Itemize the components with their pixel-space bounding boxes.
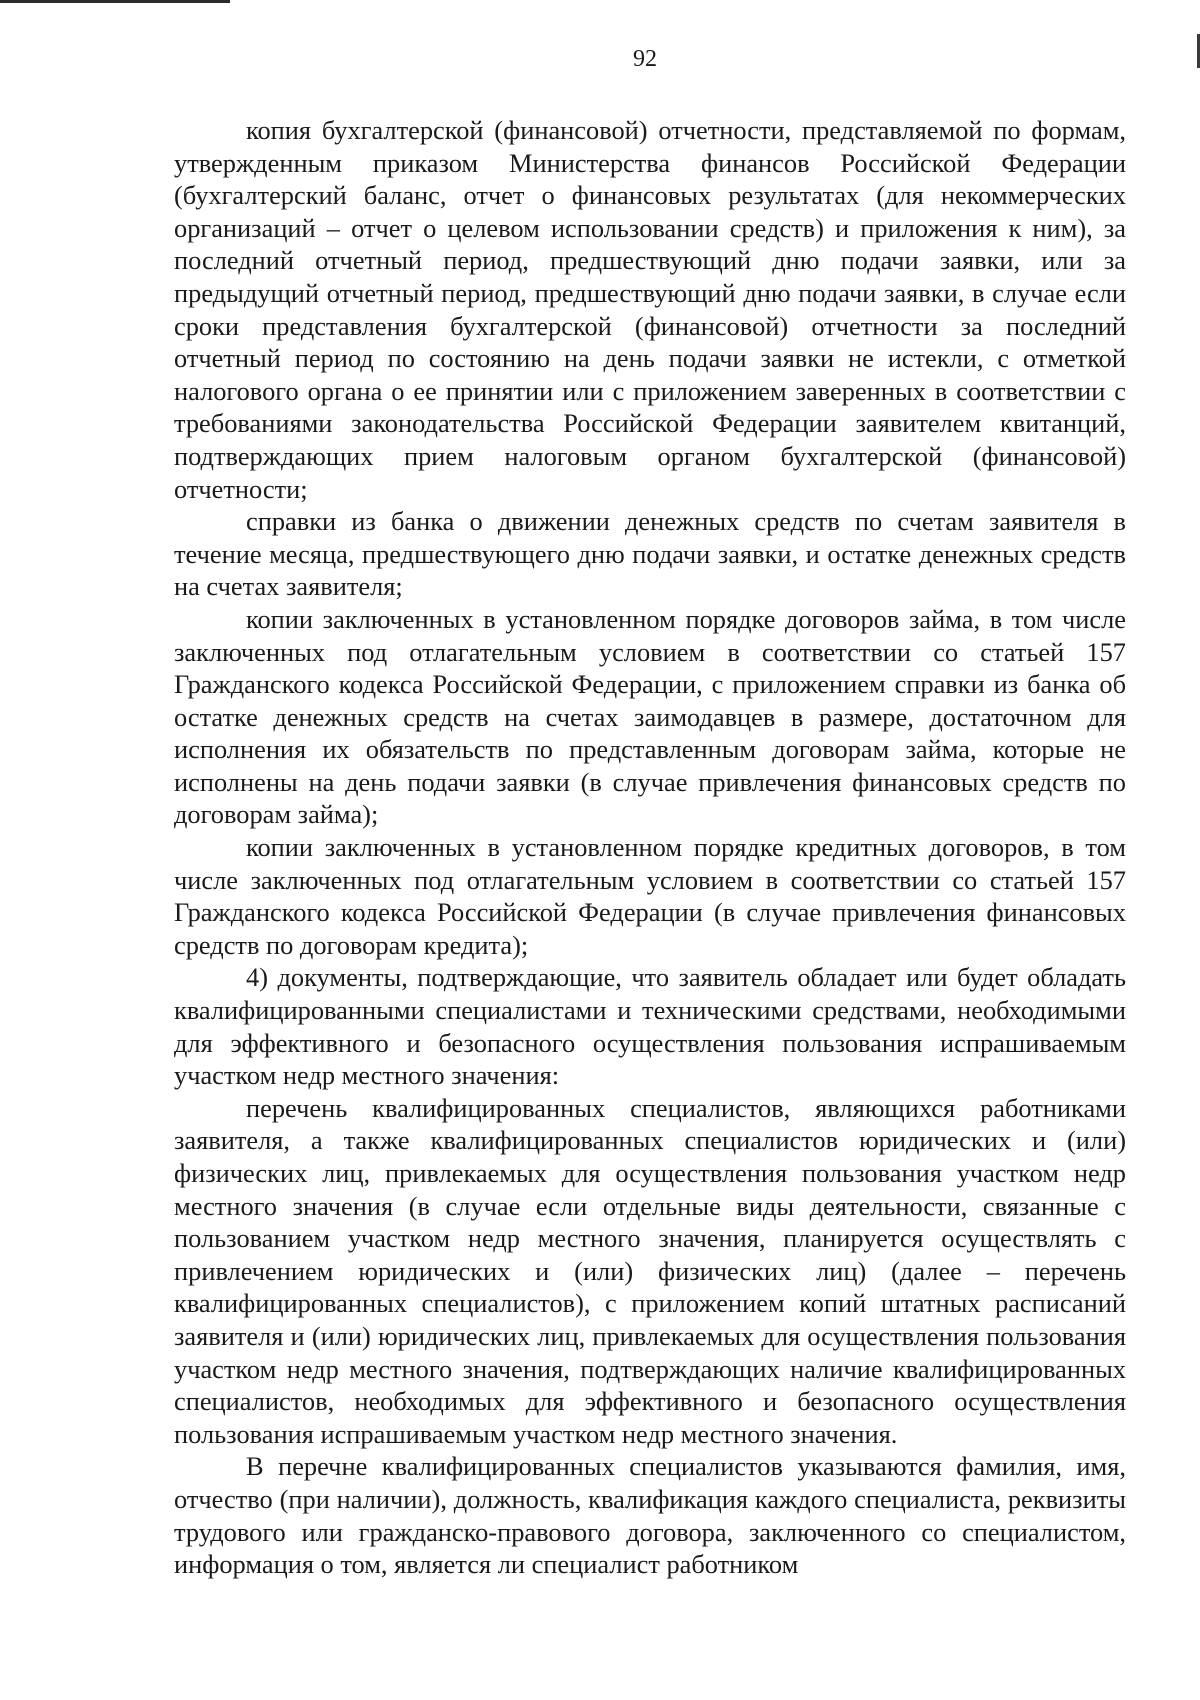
paragraph-item-4-documents: 4) документы, подтверждающие, что заявитель обладает или будет обладать квалифицированными специалистами и техническими средствами, необходимыми для эффективного и безопасного осуществления пользования испрашиваемым участком недр местного значения: bbox=[174, 962, 1126, 1091]
document-body bbox=[174, 114, 1126, 1581]
paragraph-financial-statements: копия бухгалтерской (финансовой) отчетности, представляемой по формам, утвержденным приказом Министерства финансов Российской Федерации (бухгалтерский баланс, отчет о финансовых результатах (для некоммерческих организаций – отчет о целевом использовании средств) и приложения к ним), за последний отчетный период, предшествующий дню подачи заявки, или за предыдущий отчетный период, предшествующий дню подачи заявки, в случае если сроки представления бухгалтерской (финансовой) отчетности за последний отчетный период по состоянию на день подачи заявки не истекли, с отметкой налогового органа о ее принятии или с приложением заверенных в соответствии с требованиями законодательства Российской Федерации заявителем квитанций, подтверждающих прием налоговым органом бухгалтерской (финансовой) отчетности; bbox=[174, 115, 1126, 504]
page-number: 92 bbox=[633, 46, 657, 72]
paragraph-loan-agreements: копии заключенных в установленном порядке договоров займа, в том числе заключенных под отлагательным условием в соответствии со статьей 157 Гражданского кодекса Российской Федерации, с приложением справки из банка об остатке денежных средств на счетах заимодавцев в размере, достаточном для исполнения их обязательств по представленным договорам займа, которые не исполнены на день подачи заявки (в случае привлечения финансовых средств по договорам займа); bbox=[174, 603, 1126, 830]
paragraph-credit-agreements: копии заключенных в установленном порядке кредитных договоров, в том числе заключенных под отлагательным условием в соответствии со статьей 157 Гражданского кодекса Российской Федерации (в случае привлечения финансовых средств по договорам кредита); bbox=[174, 832, 1126, 960]
scan-edge-top bbox=[0, 0, 230, 3]
paragraph-bank-statements: справки из банка о движении денежных средств по счетам заявителя в течение месяца, предшествующего дню подачи заявки, и остатке денежных средств на счетах заявителя; bbox=[174, 506, 1126, 602]
paragraph-specialists-list: перечень квалифицированных специалистов, являющихся работниками заявителя, а также квалифицированных специалистов юридических и (или) физических лиц, привлекаемых для осуществления пользования участком недр местного значения (в случае если отдельные виды деятельности, связанные с пользованием участком недр местного значения, планируется осуществлять с привлечением юридических и (или) физических лиц) (далее – перечень квалифицированных специалистов), с приложением копий штатных расписаний заявителя и (или) юридических лиц, привлекаемых для осуществления пользования участком недр местного значения, подтверждающих наличие квалифицированных специалистов, необходимых для эффективного и безопасного осуществления пользования испрашиваемым участком недр местного значения. bbox=[174, 1092, 1126, 1449]
paragraph-specialists-details: В перечне квалифицированных специалистов указываются фамилия, имя, отчество (при наличии), должность, квалификация каждого специалиста, реквизиты трудового или гражданско-правового договора, заключенного со специалистом, информация о том, является ли специалист работником bbox=[174, 1451, 1126, 1580]
